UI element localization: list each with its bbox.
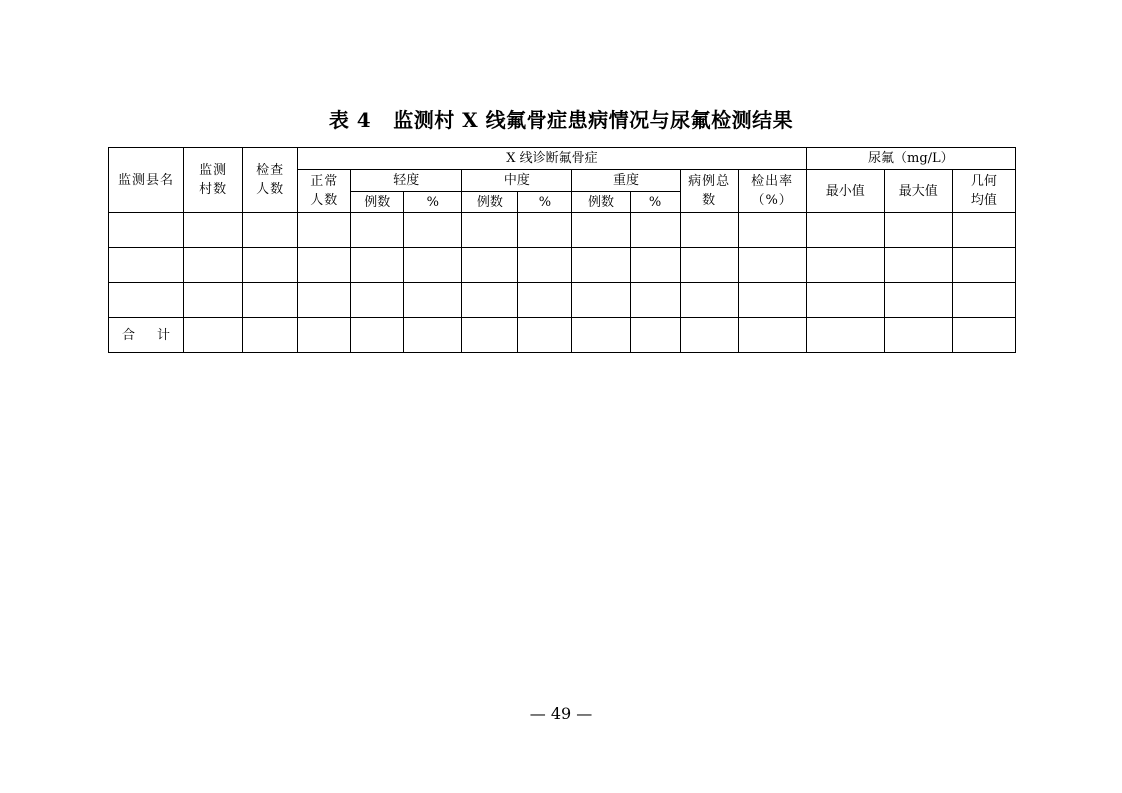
table-cell xyxy=(952,318,1015,353)
table-cell xyxy=(572,283,630,318)
table-cell xyxy=(462,283,518,318)
header-villages: 监测 村数 xyxy=(184,148,243,213)
results-table xyxy=(108,147,1016,353)
table-cell xyxy=(630,283,680,318)
table-cell xyxy=(630,318,680,353)
table-cell xyxy=(518,283,572,318)
table-cell xyxy=(572,213,630,248)
table-cell xyxy=(680,318,738,353)
header-moderate: 中度 xyxy=(462,170,572,192)
table-row xyxy=(109,283,1016,318)
table-cell xyxy=(518,318,572,353)
table-cell xyxy=(952,213,1015,248)
table-caption: 监测村 X 线氟骨症患病情况与尿氟检测结果 xyxy=(393,108,794,132)
table-cell xyxy=(184,318,243,353)
table-cell xyxy=(462,213,518,248)
table-cell xyxy=(680,283,738,318)
header-detection-rate: 检出率 （%） xyxy=(738,170,806,213)
table-cell xyxy=(109,248,184,283)
table-cell xyxy=(806,318,884,353)
header-examined: 检查 人数 xyxy=(243,148,298,213)
header-severe-percent: % xyxy=(630,192,680,213)
table-cell xyxy=(572,318,630,353)
table-cell xyxy=(109,283,184,318)
header-total-cases: 病例总 数 xyxy=(680,170,738,213)
table-cell xyxy=(243,318,298,353)
table-cell xyxy=(680,248,738,283)
header-county: 监测县名 xyxy=(109,148,184,213)
table-cell xyxy=(462,248,518,283)
header-max: 最大值 xyxy=(884,170,952,213)
header-severe: 重度 xyxy=(572,170,680,192)
table-cell xyxy=(243,283,298,318)
table-cell xyxy=(806,248,884,283)
table-cell xyxy=(298,318,351,353)
table-cell xyxy=(404,213,462,248)
table-cell xyxy=(884,248,952,283)
header-mild-cases: 例数 xyxy=(351,192,404,213)
table-cell xyxy=(518,213,572,248)
table-cell xyxy=(884,213,952,248)
table-cell xyxy=(738,283,806,318)
header-xray-group: X 线诊断氟骨症 xyxy=(298,148,806,170)
page-number: — 49 — xyxy=(529,704,593,723)
header-normal: 正常 人数 xyxy=(298,170,351,213)
table-cell xyxy=(884,283,952,318)
header-min: 最小值 xyxy=(806,170,884,213)
table-row xyxy=(109,213,1016,248)
table-cell xyxy=(738,213,806,248)
table-cell xyxy=(109,213,184,248)
table-cell xyxy=(298,248,351,283)
total-label: 合 计 xyxy=(109,318,184,353)
table-cell xyxy=(952,283,1015,318)
table-cell xyxy=(298,213,351,248)
table-cell xyxy=(572,248,630,283)
table-cell xyxy=(630,248,680,283)
table-cell xyxy=(630,213,680,248)
table-cell xyxy=(404,283,462,318)
header-urine-group: 尿氟（mg/L） xyxy=(806,148,1015,170)
table-cell xyxy=(884,318,952,353)
header-row-1 xyxy=(109,148,1016,170)
table-cell xyxy=(351,248,404,283)
table-cell xyxy=(351,213,404,248)
table-cell xyxy=(738,318,806,353)
table-cell xyxy=(738,248,806,283)
header-geomean: 几何 均值 xyxy=(952,170,1015,213)
table-cell xyxy=(404,248,462,283)
table-number: 表 4 xyxy=(328,108,372,132)
header-moderate-cases: 例数 xyxy=(462,192,518,213)
table-row xyxy=(109,248,1016,283)
table-cell xyxy=(680,213,738,248)
total-row xyxy=(109,318,1016,353)
table-cell xyxy=(184,213,243,248)
table-cell xyxy=(952,248,1015,283)
header-moderate-percent: % xyxy=(518,192,572,213)
table-cell xyxy=(404,318,462,353)
table-cell xyxy=(351,318,404,353)
table-cell xyxy=(243,213,298,248)
table-cell xyxy=(518,248,572,283)
table-cell xyxy=(184,283,243,318)
table-cell xyxy=(462,318,518,353)
table-cell xyxy=(298,283,351,318)
header-mild-percent: % xyxy=(404,192,462,213)
table-cell xyxy=(806,213,884,248)
table-cell xyxy=(184,248,243,283)
table-cell xyxy=(351,283,404,318)
table-cell xyxy=(243,248,298,283)
table-title xyxy=(0,104,1122,133)
header-severe-cases: 例数 xyxy=(572,192,630,213)
header-mild: 轻度 xyxy=(351,170,462,192)
table-cell xyxy=(806,283,884,318)
